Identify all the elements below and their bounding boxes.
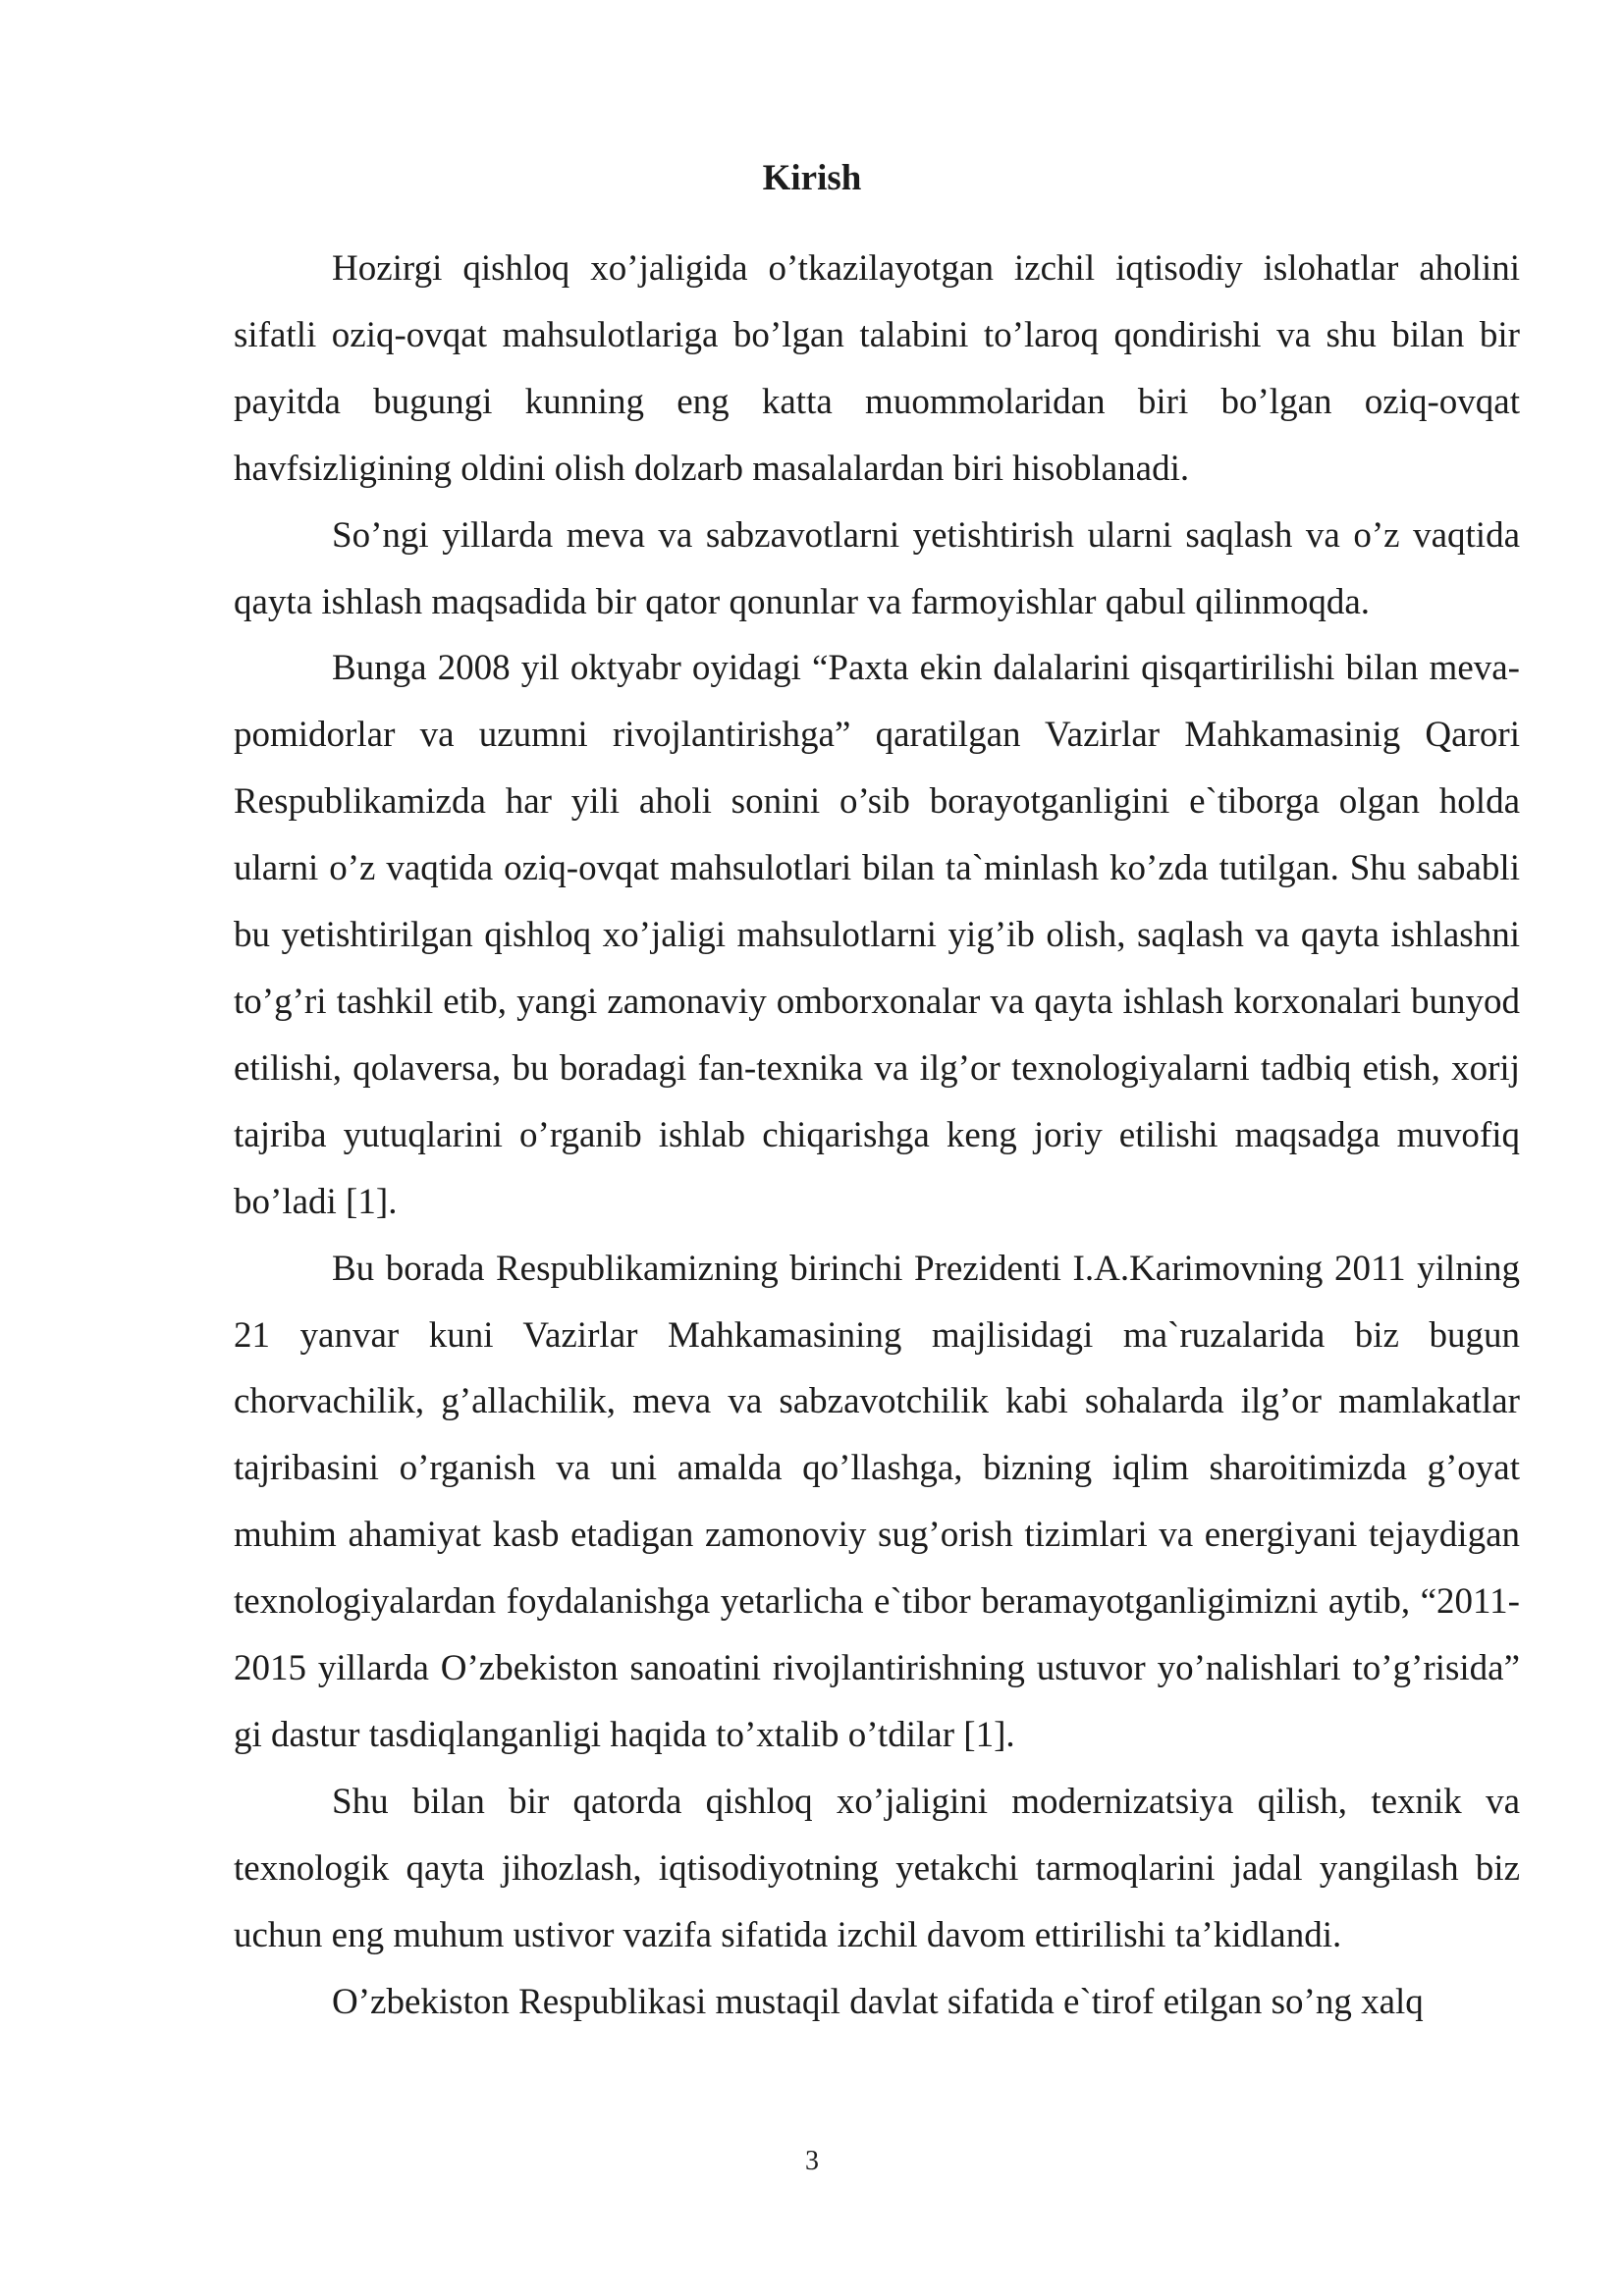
paragraph-5: Shu bilan bir qatorda qishloq xo’jaligini modernizatsiya qilish, texnik va texnologik qayta jihozlash, iqtisodiyotning yetakchi tarmoqlarini jadal yangilash biz uchun eng muhum ustivor vazifa sifatida izchil davom ettirilishi ta’kidlandi. <box>234 1781 1520 1955</box>
body-text <box>234 236 1520 2035</box>
paragraph-4: Bu borada Respublikamizning birinchi Prezidenti I.A.Karimovning 2011 yilning 21 yanvar kuni Vazirlar Mahkamasining majlisidagi ma`ruzalarida biz bugun chorvachilik, g’allachilik, meva va sabzavotchilik kabi sohalarda ilg’or mamlakatlar tajribasini o’rganish va uni amalda qo’llashga, bizning iqlim sharoitimizda g’oyat muhim ahamiyat kasb etadigan zamonoviy sug’orish tizimlari va energiyani tejaydigan texnologiyalardan foydalanishga yetarlicha e`tibor beramayotganligimizni aytib, “2011-2015 yillarda O’zbekiston sanoatini rivojlantirishning ustuvor yo’nalishlari to’g’risida” gi dastur tasdiqlanganligi haqida to’xtalib o’tdilar [1]. <box>234 1248 1520 1755</box>
page-number: 3 <box>805 2146 819 2176</box>
page-title: Kirish <box>762 158 862 198</box>
paragraph-6: O’zbekiston Respublikasi mustaqil davlat sifatida e`tirof etilgan so’ng xalq <box>332 1981 1424 2022</box>
paragraph-1: Hozirgi qishloq xo’jaligida o’tkazilayotgan izchil iqtisodiy islohatlar aholini sifatli oziq-ovqat mahsulotlariga bo’lgan talabini to’laroq qondirishi va shu bilan bir payitda bugungi kunning eng katta muommolaridan biri bo’lgan oziq-ovqat havfsizligining oldini olish dolzarb masalalardan biri hisoblanadi. <box>234 248 1520 489</box>
paragraph-3: Bunga 2008 yil oktyabr oyidagi “Paxta ekin dalalarini qisqartirilishi bilan meva-pomidorlar va uzumni rivojlantirishga” qaratilgan Vazirlar Mahkamasinig Qarori Respublikamizda har yili aholi sonini o’sib borayotganligini e`tiborga olgan holda ularni o’z vaqtida oziq-ovqat mahsulotlari bilan ta`minlash ko’zda tutilgan. Shu sababli bu yetishtirilgan qishloq xo’jaligi mahsulotlarni yig’ib olish, saqlash va qayta ishlashni to’g’ri tashkil etib, yangi zamonaviy omborxonalar va qayta ishlash korxonalari bunyod etilishi, qolaversa, bu boradagi fan-texnika va ilg’or texnologiyalarni tadbiq etish, xorij tajriba yutuqlarini o’rganib ishlab chiqarishga keng joriy etilishi maqsadga muvofiq bo’ladi [1]. <box>234 648 1520 1222</box>
paragraph-2: So’ngi yillarda meva va sabzavotlarni yetishtirish ularni saqlash va o’z vaqtida qayta ishlash maqsadida bir qator qonunlar va farmoyishlar qabul qilinmoqda. <box>234 514 1520 622</box>
